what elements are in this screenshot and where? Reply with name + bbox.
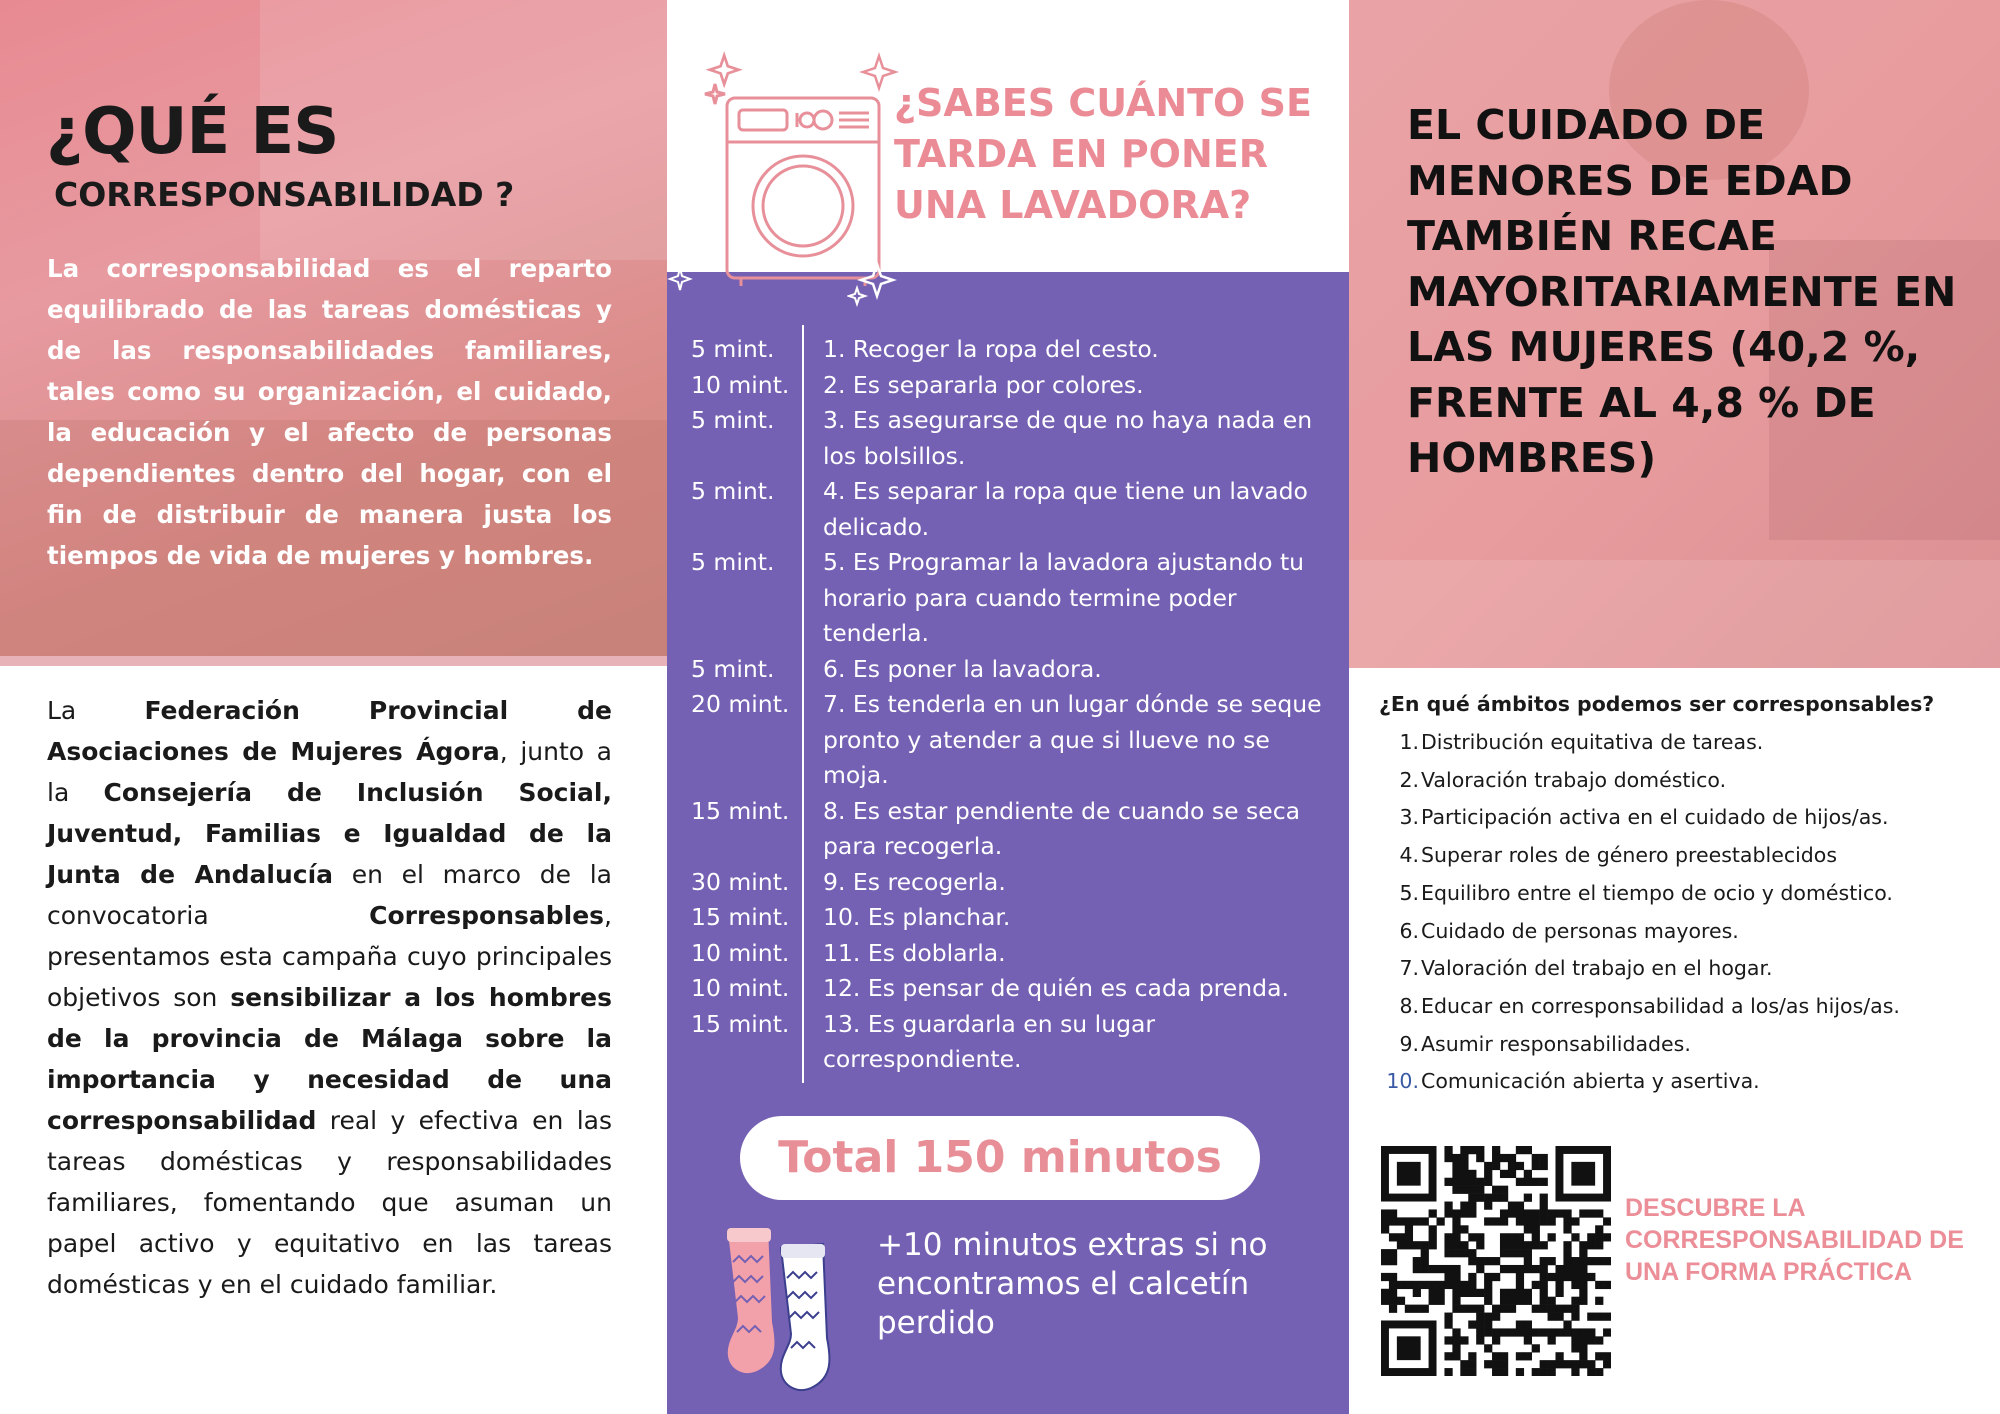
step-row	[691, 332, 1341, 368]
step-time: 5 mint.	[691, 335, 775, 363]
area-item	[1381, 762, 1996, 800]
area-number: 6.	[1399, 918, 1419, 943]
area-text: Distribución equitativa de tareas.	[1421, 730, 1764, 754]
total-minutes: Total 150 minutos	[740, 1116, 1260, 1200]
area-number: 3.	[1399, 805, 1419, 830]
area-item	[1381, 875, 1996, 913]
area-item	[1381, 1026, 1996, 1064]
step-text: 8. Es estar pendiente de cuando se seca para recogerla.	[823, 796, 1301, 860]
step-row	[691, 545, 1341, 652]
extra-minutes-note: +10 minutos extras si no encontramos el calcetín perdido	[877, 1227, 1268, 1341]
area-text: Valoración trabajo doméstico.	[1421, 767, 1727, 792]
left-divider	[0, 656, 667, 666]
left-title: ¿QUÉ ES	[46, 95, 339, 169]
sparkle-icon	[859, 52, 899, 92]
areas-question: ¿En qué ámbitos podemos ser corresponsables?	[1379, 692, 1935, 716]
area-item	[1381, 950, 1996, 988]
area-number: 2.	[1399, 767, 1419, 792]
area-item	[1381, 1063, 1996, 1101]
area-number: 7.	[1399, 956, 1419, 981]
step-time: 5 mint.	[691, 654, 775, 683]
step-row	[691, 936, 1341, 972]
discover-text: DESCUBRE LA CORRESPONSABILIDAD DE UNA FORMA PRÁCTICA	[1625, 1194, 1964, 1286]
area-number: 5.	[1399, 880, 1419, 905]
step-row	[691, 687, 1341, 794]
area-item	[1381, 837, 1996, 875]
definition-text: La corresponsabilidad es el reparto equilibrado de las tareas domésticas y de las responsabilidades familiares, tales como su organización, el cuidado, la educación y el afecto de personas dependientes dentro del hogar, con el fin de distribuir de manera justa los tiempos de vida de mujeres y hombres.	[47, 254, 612, 570]
step-time: 15 mint.	[691, 903, 790, 931]
step-time: 5 mint.	[691, 548, 775, 576]
step-row	[691, 900, 1341, 936]
area-text: Valoración del trabajo en el hogar.	[1421, 956, 1773, 981]
step-time: 30 mint.	[691, 867, 790, 896]
step-time: 10 mint.	[691, 370, 790, 399]
step-text: 13. Es guardarla en su lugar correspondiente.	[823, 1009, 1156, 1073]
area-number: 8.	[1399, 993, 1419, 1018]
step-time: 5 mint.	[691, 406, 775, 434]
right-panel	[1349, 0, 2000, 1414]
step-row	[691, 474, 1341, 545]
area-text: Asumir responsabilidades.	[1421, 1031, 1691, 1056]
step-text: 5. Es Programar la lavadora ajustando tu horario para cuando termine poder tenderla.	[823, 548, 1305, 647]
area-text: Cuidado de personas mayores.	[1421, 918, 1739, 943]
area-text: Superar roles de género preestablecidos	[1421, 843, 1838, 868]
step-text: 4. Es separar la ropa que tiene un lavado delicado.	[823, 477, 1308, 541]
step-time: 15 mint.	[691, 1009, 790, 1038]
step-row	[691, 403, 1341, 474]
areas-list	[1381, 724, 1996, 1101]
area-item	[1381, 913, 1996, 951]
area-text: Comunicación abierta y asertiva.	[1421, 1069, 1760, 1094]
area-number: 1.	[1399, 730, 1419, 754]
step-text: 10. Es planchar.	[823, 903, 1011, 931]
sparkle-icon	[847, 262, 897, 312]
laundry-question: ¿SABES CUÁNTO SE TARDA EN PONER UNA LAVADORA?	[894, 81, 1312, 227]
area-item	[1381, 988, 1996, 1026]
left-subtitle: CORRESPONSABILIDAD ?	[54, 175, 515, 214]
step-text: 2. Es separarla por colores.	[823, 370, 1144, 399]
care-statement: EL CUIDADO DE MENORES DE EDAD TAMBIÉN RECAE MAYORITARIAMENTE EN LAS MUJERES (40,2 %, FRENTE AL 4,8 % DE HOMBRES)	[1407, 101, 1957, 482]
laundry-steps	[691, 332, 1341, 1078]
step-row	[691, 794, 1341, 865]
step-text: 12. Es pensar de quién es cada prenda.	[823, 974, 1289, 1002]
sparkle-icon	[667, 266, 693, 292]
step-time: 10 mint.	[691, 974, 790, 1002]
step-time: 20 mint.	[691, 690, 790, 718]
step-text: 9. Es recogerla.	[823, 867, 1006, 896]
area-item	[1381, 724, 1996, 762]
area-number: 10.	[1386, 1069, 1419, 1094]
middle-panel	[667, 0, 1349, 1414]
step-text: 6. Es poner la lavadora.	[823, 654, 1102, 683]
step-time: 10 mint.	[691, 938, 790, 967]
qr-code[interactable]	[1381, 1146, 1611, 1376]
step-text: 7. Es tenderla en un lugar dónde se seque pronto y atender a que si llueve no se moja.	[823, 690, 1322, 789]
area-number: 4.	[1399, 843, 1419, 868]
campaign-text: La Federación Provincial de Asociaciones de Mujeres Ágora, junto a la Consejería de Inclusión Social, Juventud, Familias e Igualdad de la Junta de Andalucía en el marco de la convocatoria Corresponsables, presentamos esta campaña cuyo principales objetivos son sensibilizar a los hombres de la provincia de Málaga sobre la importancia y necesidad de una corresponsabilidad real y efectiva en las tareas domésticas y responsabilidades familiares, fomentando que asuman un papel activo y equitativo en las tareas domésticas y en el cuidado familiar.	[47, 696, 612, 1299]
area-text: Equilibro entre el tiempo de ocio y doméstico.	[1421, 880, 1893, 905]
step-row	[691, 971, 1341, 1007]
step-text: 1. Recoger la ropa del cesto.	[823, 335, 1159, 363]
step-text: 3. Es asegurarse de que no haya nada en los bolsillos.	[823, 406, 1313, 470]
area-item	[1381, 799, 1996, 837]
step-row	[691, 1007, 1341, 1078]
left-panel	[0, 0, 667, 1414]
step-time: 5 mint.	[691, 477, 775, 505]
step-row	[691, 865, 1341, 901]
step-row	[691, 652, 1341, 688]
area-text: Educar en corresponsabilidad a los/as hijos/as.	[1421, 993, 1900, 1018]
step-text: 11. Es doblarla.	[823, 938, 1006, 967]
step-row	[691, 368, 1341, 404]
area-text: Participación activa en el cuidado de hijos/as.	[1421, 805, 1889, 830]
socks-icon	[707, 1222, 857, 1392]
area-number: 9.	[1399, 1031, 1419, 1056]
step-time: 15 mint.	[691, 796, 790, 825]
